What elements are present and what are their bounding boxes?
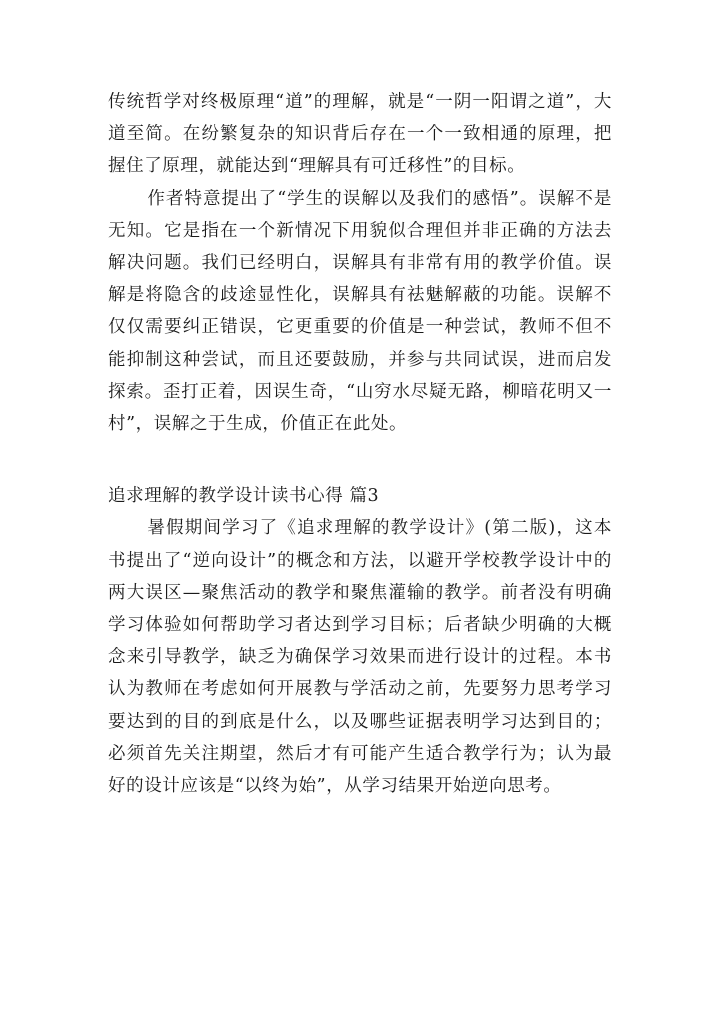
paragraph-dao-principle: 传统哲学对终极原理“道”的理解，就是“一阴一阳谓之道”，大道至简。在纷繁复杂的知识背后存在一个一致相通的原理，把握住了原理，就能达到“理解具有可迁移性”的目标。 [108, 92, 612, 177]
paragraph-backward-design: 暑假期间学习了《追求理解的教学设计》(第二版)，这本书提出了“逆向设计”的概念和方法，以避开学校教学设计中的两大误区—聚焦活动的教学和聚焦灌输的教学。前者没有明确学习体验如何帮助学习者达到学习目标；后者缺少明确的大概念来引导教学，缺乏为确保学习效果而进行设计的过程。本书认为教师在考虑如何开展教与学活动之前，先要努力思考学习要达到的目的到底是什么，以及哪些证据表明学习达到目的；必须首先关注期望，然后才有可能产生适合教学行为；认为最好的设计应该是“以终为始”，从学习结果开始逆向思考。 [108, 518, 612, 797]
paragraph-misunderstanding: 作者特意提出了“学生的误解以及我们的感悟”。误解不是无知。它是指在一个新情况下用貌似合理但并非正确的方法去解决问题。我们已经明白，误解具有非常有用的教学价值。误解是将隐含的歧途显性化，误解具有祛魅解蔽的功能。误解不仅仅需要纠正错误，它更重要的价值是一种尝试，教师不但不能抑制这种尝试，而且还要鼓励，并参与共同试误，进而启发探索。歪打正着，因误生奇，“山穷水尽疑无路，柳暗花明又一村”，误解之于生成，价值正在此处。 [108, 188, 612, 435]
document-body [108, 86, 612, 802]
section-title: 追求理解的教学设计读书心得 篇3 [108, 486, 380, 507]
